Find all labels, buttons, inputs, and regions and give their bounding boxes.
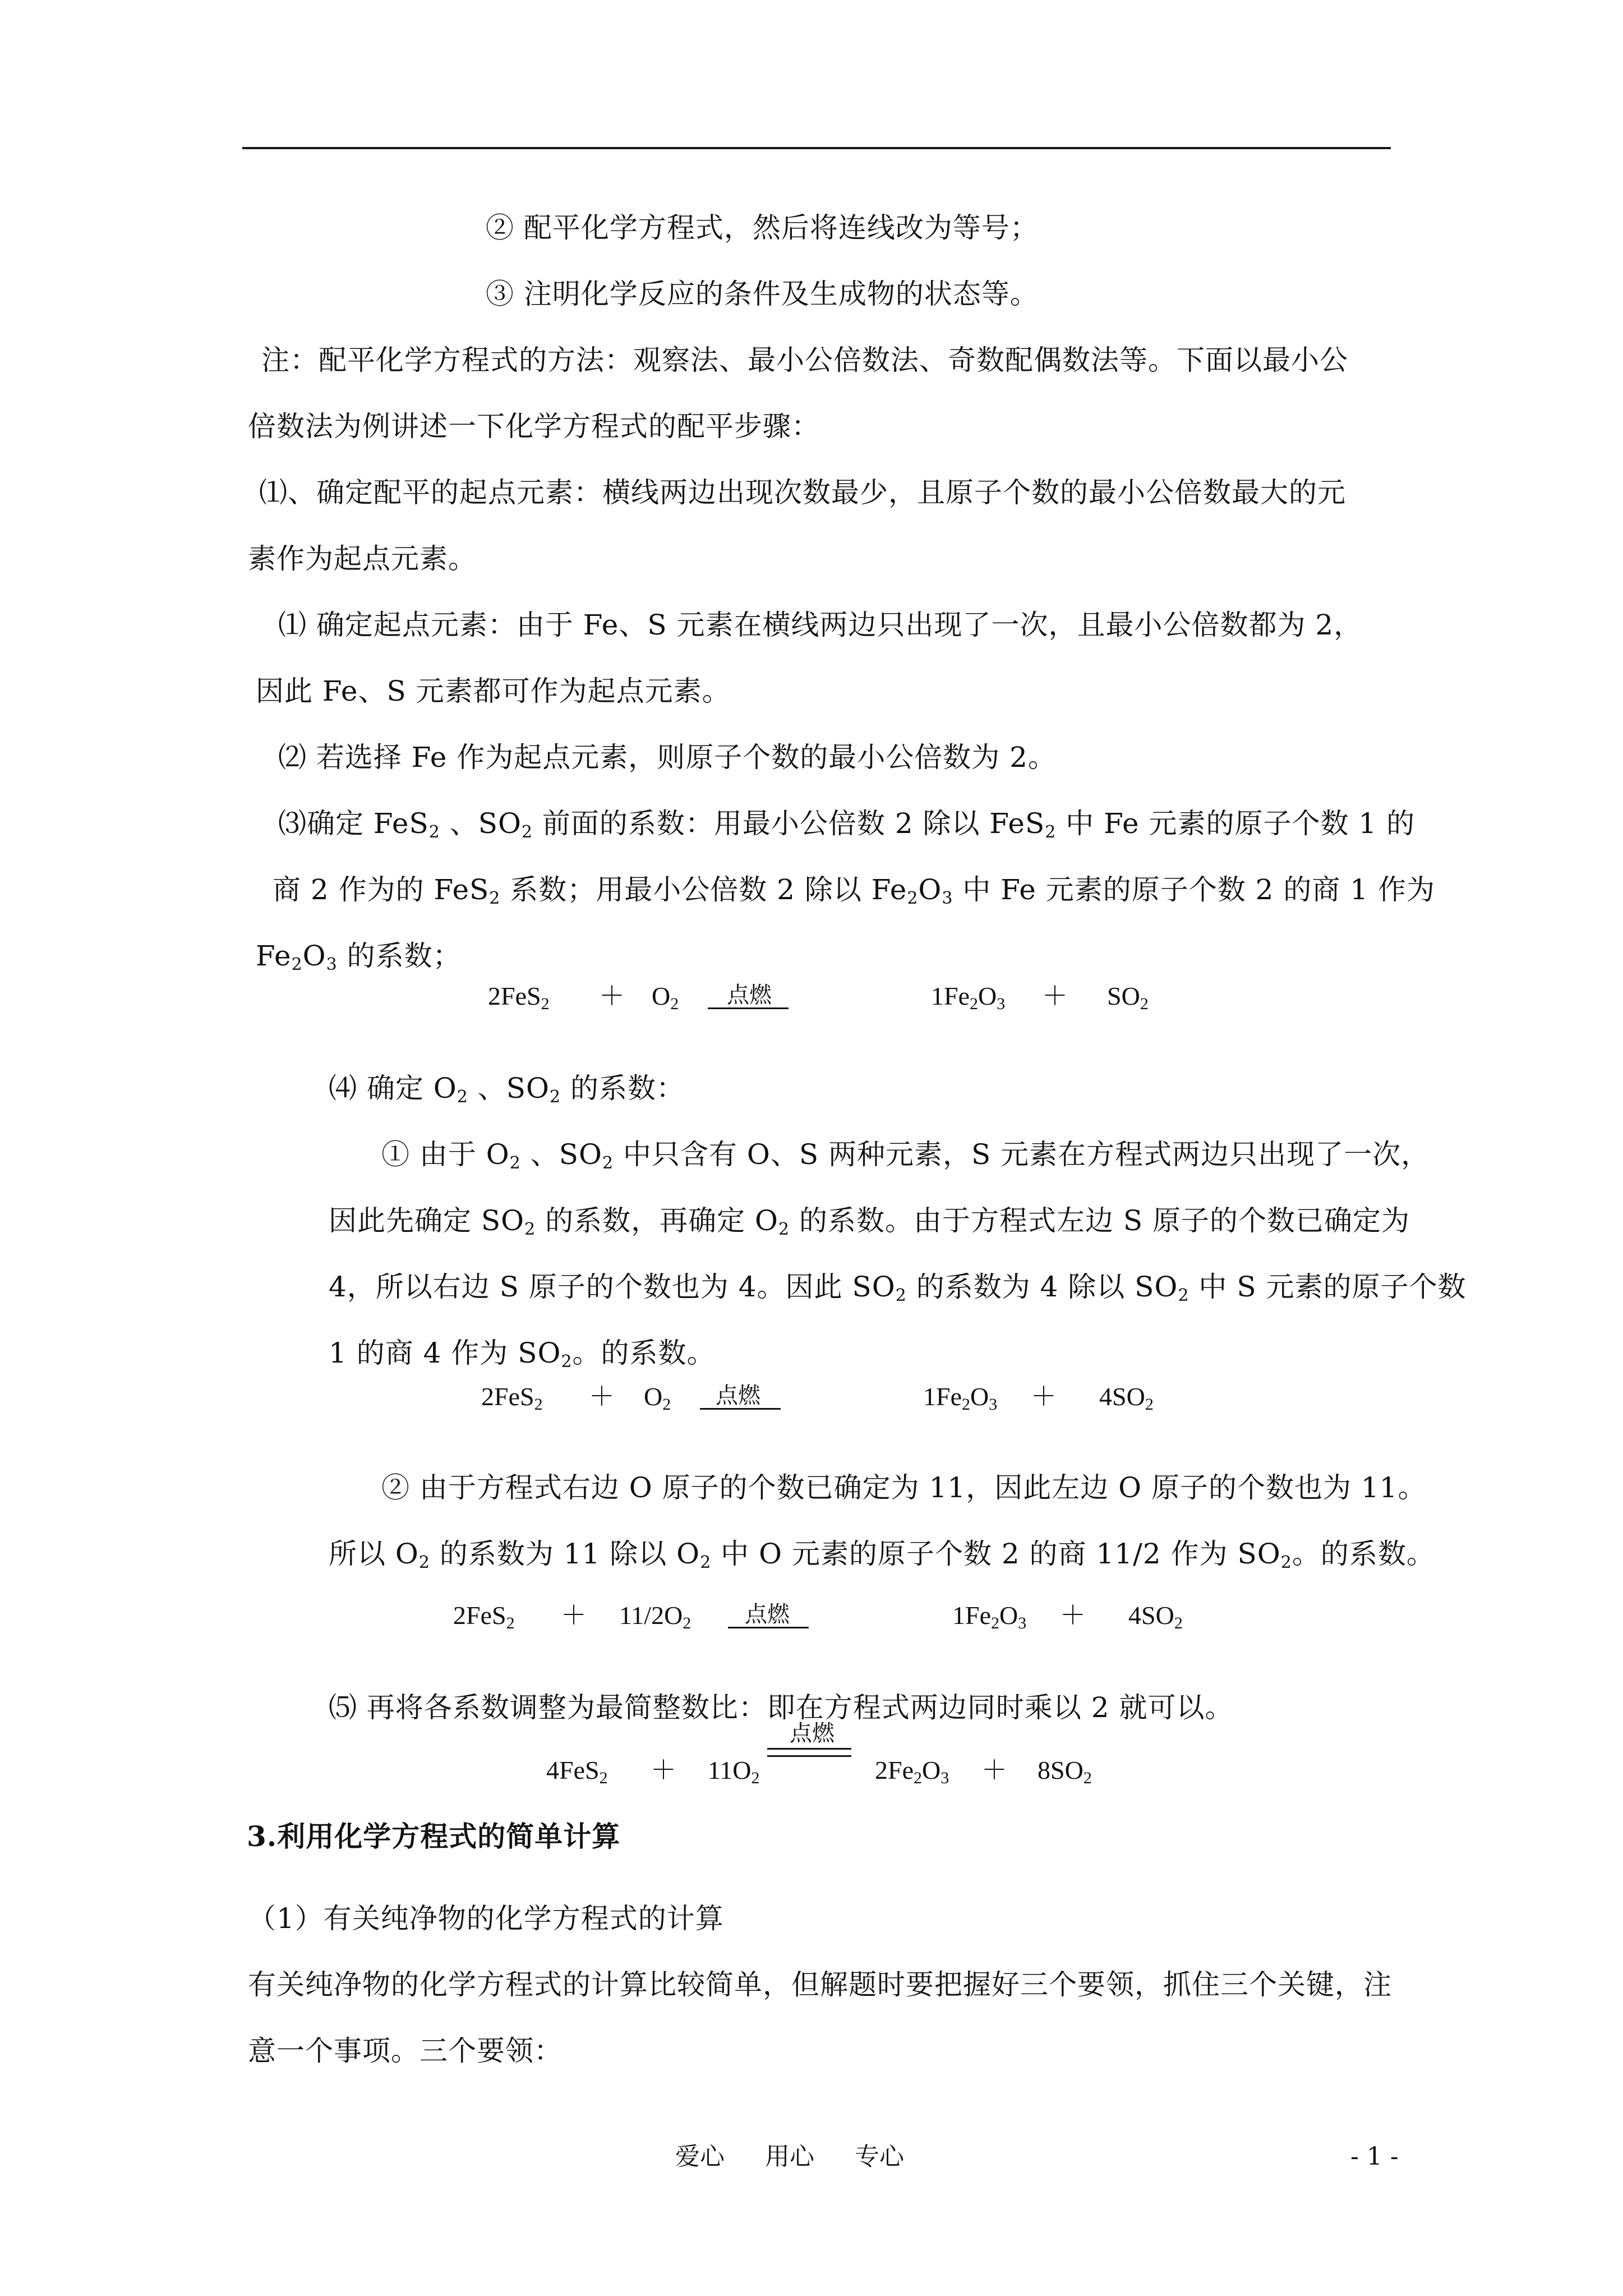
paragraph-c4-2-line1: ② 由于方程式右边 O 原子的个数已确定为 11，因此左边 O 原子的个数也为 11。 xyxy=(381,1471,1427,1504)
equation-2: 2FeS$_2$ ＋ $O_2$ 点燃 $1Fe_2O_3$ ＋ $4SO_2$ xyxy=(481,1382,1154,1414)
paragraph-note-line2: 倍数法为例讲述一下化学方程式的配平步骤： xyxy=(248,410,820,443)
equation-1-line xyxy=(708,1007,789,1009)
footer-motto: 爱心 用心 专心 xyxy=(675,2142,904,2171)
paragraph-b1-line1: ⑴、确定配平的起点元素：横线两边出现次数最少，且原子个数的最小公倍数最大的元 xyxy=(259,476,1346,509)
paragraph-c4-1-line1: ① 由于 $O_2$ 、$SO_2$ 中只含有 O、S 两种元素，S 元素在方程式两边只出现了一次， xyxy=(381,1138,1430,1173)
paragraph-c1-line2: 因此 Fe、S 元素都可作为起点元素。 xyxy=(256,675,731,707)
paragraph-c4-1-line2: 因此先确定 $SO_2$ 的系数，再确定 $O_2$ 的系数。由于方程式左边 S 原子的个数已确定为 xyxy=(329,1204,1410,1239)
equation-1: 2FeS$_2$ ＋ $O_2$ 点燃 $1Fe_2O_3$ ＋ $SO_2$ xyxy=(488,982,1149,1013)
paragraph-c5: ⑸ 再将各系数调整为最简整数比：即在方程式两边同时乘以 2 就可以。 xyxy=(329,1691,1234,1724)
paragraph-step3: ③ 注明化学反应的条件及生成物的状态等。 xyxy=(486,278,1039,310)
equation-2-line xyxy=(700,1408,781,1410)
paragraph-note-line1: 注：配平化学方程式的方法：观察法、最小公倍数法、奇数配偶数法等。下面以最小公 xyxy=(261,344,1348,376)
paragraph-step2: ② 配平化学方程式，然后将连线改为等号； xyxy=(486,211,1039,244)
paragraph-c1-line1: ⑴ 确定起点元素：由于 Fe、S 元素在横线两边只出现了一次，且最小公倍数都为 2， xyxy=(278,609,1363,641)
header-rule xyxy=(242,147,1391,149)
equation-3-line xyxy=(728,1627,809,1628)
paragraph-c3-line3: $Fe_2O_3$ 的系数； xyxy=(256,940,462,974)
paragraph-c3-line1: ⑶确定 FeS$_2$ 、$SO_2$ 前面的系数：用最小公倍数 2 除以 FeS$_2$ 中 Fe 元素的原子个数 1 的 xyxy=(278,807,1415,842)
paragraph-c2: ⑵ 若选择 Fe 作为起点元素，则原子个数的最小公倍数为 2。 xyxy=(278,741,1057,774)
page-number: - 1 - xyxy=(1350,2142,1399,2171)
paragraph-c4-2-line2: 所以 $O_2$ 的系数为 11 除以 $O_2$ 中 O 元素的原子个数 2 的商 11/2 作为 $SO_2$。的系数。 xyxy=(329,1538,1435,1572)
subsection-heading: （1）有关纯净物的化学方程式的计算 xyxy=(248,1902,724,1935)
body-line2: 意一个事项。三个要领： xyxy=(248,2035,562,2067)
paragraph-b1-line2: 素作为起点元素。 xyxy=(248,542,477,575)
paragraph-c4: ⑷ 确定 $O_2$ 、$SO_2$ 的系数： xyxy=(329,1072,685,1107)
paragraph-c4-1-line4: 1 的商 4 作为 $SO_2$。的系数。 xyxy=(329,1337,716,1372)
equation-4-condition: 点燃 xyxy=(790,1720,834,1746)
section-heading: 3.利用化学方程式的简单计算 xyxy=(247,1820,621,1853)
paragraph-c3-line2: 商 2 作为的 FeS$_2$ 系数；用最小公倍数 2 除以 $Fe_2O_3$ 中 Fe 元素的原子个数 2 的商 1 作为 xyxy=(273,873,1435,908)
equation-4: 4FeS$_2$ ＋ $11O_2$ $2Fe_2O_3$ ＋ $8SO_2$ xyxy=(546,1756,1092,1787)
paragraph-c4-1-line3: 4，所以右边 S 原子的个数也为 4。因此 $SO_2$ 的系数为 4 除以 $SO_2$ 中 S 元素的原子个数 xyxy=(329,1271,1467,1305)
equation-3: 2FeS$_2$ ＋ $11/2O_2$ 点燃 $1Fe_2O_3$ ＋ $4SO_2$ xyxy=(453,1601,1183,1632)
body-line1: 有关纯净物的化学方程式的计算比较简单，但解题时要把握好三个要领，抓住三个关键，注 xyxy=(248,1968,1392,2001)
